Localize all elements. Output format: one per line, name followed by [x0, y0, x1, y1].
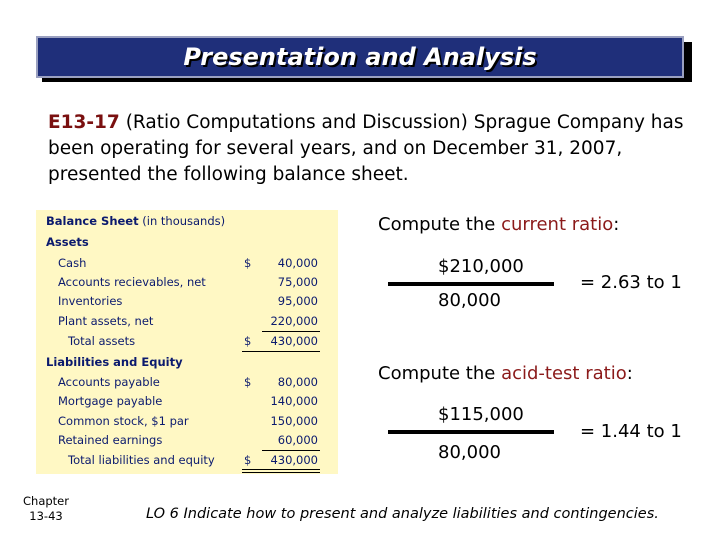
balance-sheet-panel: [36, 210, 338, 474]
asset-row-label: Inventories: [58, 294, 123, 308]
asset-row-amount: 75,000: [277, 275, 318, 289]
chapter-label: [16, 494, 76, 524]
acid-test-ratio-prompt: [378, 363, 633, 384]
current-ratio-result: = 2.63 to 1: [580, 272, 682, 293]
current-ratio-denominator: 80,000: [438, 290, 501, 311]
liability-row-dollar: $: [244, 375, 252, 389]
total-rule: [242, 351, 320, 352]
exercise-description: (Ratio Computations and Discussion) Sprague Company has been operating for several years, and on December 31, 2007, presented the following balance sheet.: [48, 112, 684, 185]
asset-row-label: Cash: [58, 256, 87, 270]
asset-row-label: Plant assets, net: [58, 314, 154, 328]
current-ratio-prompt: [378, 214, 619, 235]
prompt-prefix: Compute the: [378, 214, 502, 235]
total-assets-label: Total assets: [68, 334, 136, 348]
liability-row-label: Accounts payable: [58, 375, 160, 389]
asset-row-amount: 95,000: [277, 294, 318, 308]
prompt-ratio-name: acid-test ratio: [501, 363, 627, 384]
title-banner: [36, 36, 684, 78]
subtotal-rule: [262, 331, 320, 332]
total-liabilities-dollar: $: [244, 453, 252, 467]
exercise-code: E13-17: [48, 112, 120, 133]
subtotal-rule: [262, 450, 320, 451]
acid-test-ratio-fraction-bar: [388, 430, 554, 434]
total-liabilities-amount: 430,000: [270, 453, 318, 467]
double-rule-top: [242, 469, 320, 470]
exercise-text: [48, 110, 688, 188]
prompt-prefix: Compute the: [378, 363, 502, 384]
balance-sheet-title: Balance Sheet: [46, 214, 139, 228]
balance-sheet-units: (in thousands): [138, 214, 226, 228]
acid-test-ratio-numerator: $115,000: [438, 404, 524, 425]
current-ratio-fraction-bar: [388, 282, 554, 286]
liability-row-amount: 80,000: [277, 375, 318, 389]
assets-section-label: Assets: [46, 235, 89, 249]
liability-row-amount: 60,000: [277, 433, 318, 447]
total-assets-dollar: $: [244, 334, 252, 348]
asset-row-amount: 40,000: [277, 256, 318, 270]
liability-row-label: Mortgage payable: [58, 394, 163, 408]
total-assets-amount: 430,000: [270, 334, 318, 348]
chapter-slide-number: 13-43: [29, 509, 63, 523]
learning-objective: LO 6 Indicate how to present and analyze liabilities and contingencies.: [146, 506, 659, 522]
acid-test-ratio-result: = 1.44 to 1: [580, 421, 682, 442]
asset-row-dollar: $: [244, 256, 252, 270]
liability-row-amount: 150,000: [270, 414, 318, 428]
total-liabilities-label: Total liabilities and equity: [68, 453, 215, 467]
asset-row-amount: 220,000: [270, 314, 318, 328]
prompt-suffix: :: [626, 363, 633, 384]
asset-row-label: Accounts recievables, net: [58, 275, 206, 289]
current-ratio-numerator: $210,000: [438, 256, 524, 277]
chapter-word: Chapter: [23, 494, 69, 508]
prompt-suffix: :: [613, 214, 620, 235]
liabilities-section-label: Liabilities and Equity: [46, 355, 183, 369]
double-rule-bottom: [242, 472, 320, 473]
balance-sheet-heading: [46, 214, 225, 228]
liability-row-label: Common stock, $1 par: [58, 414, 189, 428]
slide-title: Presentation and Analysis: [183, 43, 537, 71]
liability-row-label: Retained earnings: [58, 433, 163, 447]
acid-test-ratio-denominator: 80,000: [438, 442, 501, 463]
prompt-ratio-name: current ratio: [501, 214, 614, 235]
liability-row-amount: 140,000: [270, 394, 318, 408]
